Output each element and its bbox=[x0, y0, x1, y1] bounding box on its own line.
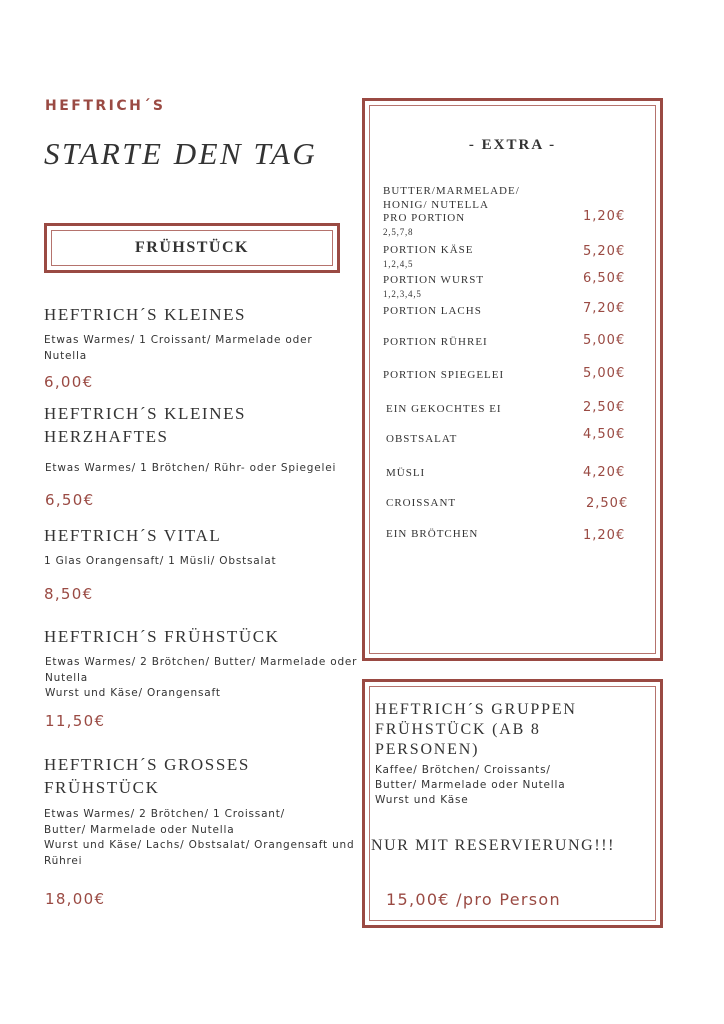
section-label-box bbox=[44, 223, 340, 273]
group-breakfast-price: 15,00€ /pro Person bbox=[386, 890, 561, 909]
item-description: Etwas Warmes/ 2 Brötchen/ 1 Croissant/ Butter/ Marmelade oder Nutella Wurst und Käse/ Lachs/ Obstsalat/ Orangensaft und Rührei bbox=[44, 808, 355, 867]
extra-item-price: 5,00€ bbox=[583, 333, 626, 348]
item-description: Etwas Warmes/ 2 Brötchen/ Butter/ Marmelade oder Nutella Wurst und Käse/ Orangensaft bbox=[45, 656, 358, 699]
extra-item-price: 2,50€ bbox=[586, 496, 629, 511]
extra-item-name: PORTION RÜHREI bbox=[383, 336, 488, 348]
reservation-note: NUR MIT RESERVIERUNG!!! bbox=[371, 837, 616, 854]
item-title: HEFTRICH´S VITAL bbox=[44, 526, 222, 545]
extra-item-name: EIN BRÖTCHEN bbox=[386, 528, 479, 540]
group-breakfast-description: Kaffee/ Brötchen/ Croissants/ Butter/ Marmelade oder Nutella Wurst und Käse bbox=[375, 764, 566, 806]
item-title: HEFTRICH´S KLEINES bbox=[44, 305, 247, 324]
extra-item-price: 2,50€ bbox=[583, 400, 626, 415]
item-price: 6,50€ bbox=[45, 491, 95, 509]
extra-item-name: PORTION LACHS bbox=[383, 305, 482, 317]
extra-item-price: 4,50€ bbox=[583, 427, 626, 442]
item-description: Etwas Warmes/ 1 Croissant/ Marmelade oder Nutella bbox=[44, 334, 313, 362]
extra-title: - EXTRA - bbox=[468, 137, 557, 153]
allergen-codes: 1,2,3,4,5 bbox=[383, 289, 422, 299]
item-title: HEFTRICH´S FRÜHSTÜCK bbox=[44, 627, 280, 646]
extra-item-name: PORTION WURST bbox=[383, 274, 485, 286]
extra-item-name: PORTION KÄSE bbox=[383, 244, 474, 256]
extra-item-name: CROISSANT bbox=[386, 497, 457, 509]
allergen-codes: 1,2,4,5 bbox=[383, 259, 414, 269]
extra-item-price: 1,20€ bbox=[583, 209, 626, 224]
extra-item-name: EIN GEKOCHTES EI bbox=[386, 403, 502, 415]
extra-item-price: 7,20€ bbox=[583, 301, 626, 316]
extra-item-price: 6,50€ bbox=[583, 271, 626, 286]
extra-item-price: 5,00€ bbox=[583, 366, 626, 381]
item-price: 11,50€ bbox=[45, 712, 106, 730]
extra-item-price: 1,20€ bbox=[583, 528, 626, 543]
extra-item-name: PORTION SPIEGELEI bbox=[383, 369, 505, 381]
extra-item-name: OBSTSALAT bbox=[386, 433, 458, 445]
brand-name: HEFTRICH´S bbox=[45, 98, 166, 114]
extra-item-price: 5,20€ bbox=[583, 244, 626, 259]
extra-item-name: MÜSLI bbox=[386, 467, 426, 479]
extra-item-name: BUTTER/MARMELADE/ HONIG/ NUTELLA PRO PORTION bbox=[383, 185, 520, 224]
extra-item-price: 4,20€ bbox=[583, 465, 626, 480]
group-breakfast-title: HEFTRICH´S GRUPPEN FRÜHSTÜCK (AB 8 PERSONEN) bbox=[375, 701, 577, 758]
item-price: 18,00€ bbox=[45, 890, 106, 908]
item-price: 8,50€ bbox=[44, 585, 94, 603]
item-description: Etwas Warmes/ 1 Brötchen/ Rühr- oder Spiegelei bbox=[45, 462, 337, 474]
page-title: STARTE DEN TAG bbox=[44, 136, 318, 171]
section-label: FRÜHSTÜCK bbox=[135, 239, 249, 256]
item-title: HEFTRICH´S KLEINES HERZHAFTES bbox=[44, 404, 247, 446]
item-title: HEFTRICH´S GROSSES FRÜHSTÜCK bbox=[44, 755, 250, 797]
item-description: 1 Glas Orangensaft/ 1 Müsli/ Obstsalat bbox=[44, 555, 277, 567]
item-price: 6,00€ bbox=[44, 373, 94, 391]
allergen-codes: 2,5,7,8 bbox=[383, 227, 414, 237]
